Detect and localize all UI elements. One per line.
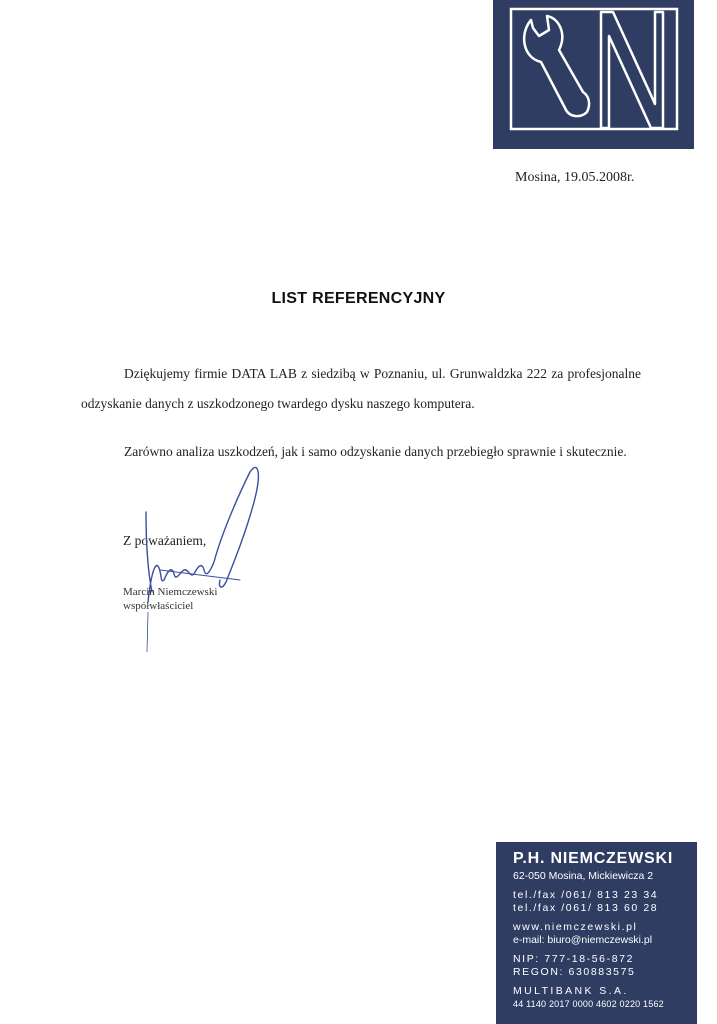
footer-nip: NIP: 777-18-56-872 [513, 953, 635, 965]
footer-regon: REGON: 630883575 [513, 966, 636, 978]
signer-block [123, 585, 217, 613]
footer-email: e-mail: biuro@niemczewski.pl [513, 934, 653, 946]
footer-company-name: P.H. NIEMCZEWSKI [513, 850, 674, 867]
letter-date: Mosina, 19.05.2008r. [515, 170, 635, 185]
footer-phone-1: tel./fax /061/ 813 23 34 [513, 889, 659, 901]
footer-address: 62-050 Mosina, Mickiewicza 2 [513, 870, 654, 882]
body-paragraph-2-text: Zarówno analiza uszkodzeń, jak i samo odzyskanie danych przebiegło sprawnie i skutecznie. [124, 444, 627, 459]
signer-role: współwłaściciel [123, 600, 194, 612]
wrench-n-logo-icon [493, 0, 694, 149]
body-paragraph-1 [81, 359, 641, 419]
closing-phrase: Z poważaniem, [123, 533, 207, 548]
footer-account: 44 1140 2017 0000 4602 0220 1562 [513, 999, 664, 1009]
letter-title: LIST REFERENCYJNY [271, 290, 446, 307]
body-paragraph-1-text: Dziękujemy firmie DATA LAB z siedzibą w Poznaniu, ul. Grunwaldzka 222 za profesjonalne odzyskanie danych z uszkodzonego twardego dysku naszego komputera. [81, 366, 641, 411]
company-logo [493, 0, 694, 149]
signer-name: Marcin Niemczewski [123, 586, 218, 598]
footer-phone-2: tel./fax /061/ 813 60 28 [513, 902, 659, 914]
handwritten-signature [130, 462, 270, 652]
company-footer [496, 842, 697, 1024]
footer-website: www.niemczewski.pl [513, 921, 638, 933]
footer-bank: MULTIBANK S.A. [513, 985, 629, 997]
